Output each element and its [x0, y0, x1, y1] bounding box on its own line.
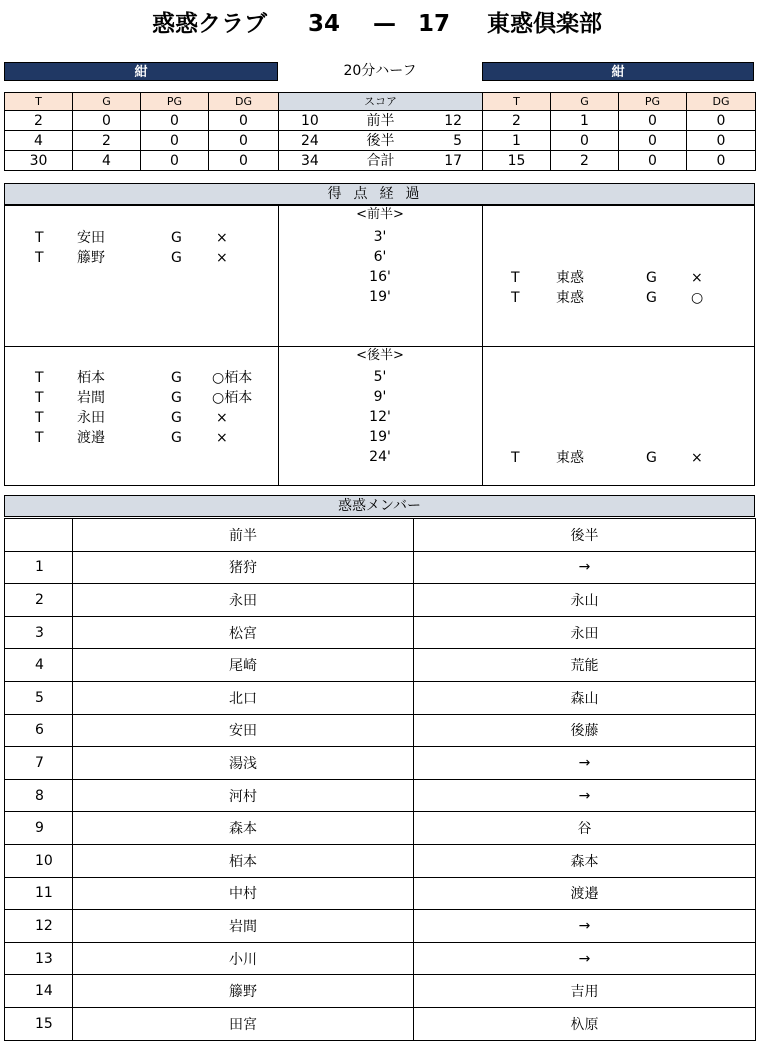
home-g: 0: [73, 111, 141, 131]
score-time: 5': [373, 369, 387, 385]
table-row: [5, 616, 756, 649]
away-g: 2: [551, 151, 619, 171]
second-half-player: 永山: [414, 584, 756, 617]
position-number: 5: [5, 681, 73, 714]
match-title: [0, 8, 760, 40]
home-g-header: G: [73, 93, 141, 111]
table-row: [5, 910, 756, 943]
table-row: [5, 649, 756, 682]
table-row: [5, 844, 756, 877]
first-half-player: 栢本: [73, 844, 414, 877]
members-header-row: [5, 519, 756, 552]
score-time: 3': [373, 229, 387, 245]
second-half-player: →: [414, 910, 756, 943]
table-row: [5, 812, 756, 845]
position-number: 11: [5, 877, 73, 910]
position-number: 10: [5, 844, 73, 877]
scoring-progress: [4, 205, 755, 486]
table-row: [5, 681, 756, 714]
second-half-player: →: [414, 942, 756, 975]
score-header-row: [5, 93, 756, 111]
away-t: 2: [483, 111, 551, 131]
first-half-player: 尾崎: [73, 649, 414, 682]
away-points: 5: [415, 131, 483, 151]
goal-label: G: [171, 230, 182, 246]
home-pg: 0: [141, 151, 209, 171]
away-pg: 0: [619, 131, 687, 151]
table-row: [5, 942, 756, 975]
score-type: T: [35, 430, 44, 446]
position-number: 1: [5, 551, 73, 584]
first-half-player: 小川: [73, 942, 414, 975]
scorer-name: 籐野: [77, 250, 105, 266]
away-jersey-color: 紺: [482, 62, 754, 81]
home-g: 4: [73, 151, 141, 171]
home-team-name: 惑惑クラブ: [152, 11, 267, 37]
period-label: 合計: [347, 151, 415, 171]
second-half-player: 谷: [414, 812, 756, 845]
second-half-player: 渡邉: [414, 877, 756, 910]
goal-label: G: [646, 290, 657, 306]
home-t: 4: [5, 131, 73, 151]
first-half-player: 中村: [73, 877, 414, 910]
scorer-name: 栢本: [77, 370, 105, 386]
home-points: 24: [279, 131, 347, 151]
first-half-player: 安田: [73, 714, 414, 747]
period-label: 前半: [347, 111, 415, 131]
away-points: 17: [415, 151, 483, 171]
first-half-player: 岩間: [73, 910, 414, 943]
home-g: 2: [73, 131, 141, 151]
home-t: 30: [5, 151, 73, 171]
home-score: 34: [308, 11, 341, 37]
goal-result: ○: [691, 290, 704, 306]
scorer-name: 東惑: [556, 450, 584, 466]
home-pg-header: PG: [141, 93, 209, 111]
home-dg: 0: [209, 131, 279, 151]
away-dg-header: DG: [687, 93, 756, 111]
home-points: 34: [279, 151, 347, 171]
away-g: 1: [551, 111, 619, 131]
first-half-player: 湯浅: [73, 747, 414, 780]
first-half-player: 永田: [73, 584, 414, 617]
score-type: T: [511, 290, 520, 306]
score-row-second-half: [5, 131, 756, 151]
away-t-header: T: [483, 93, 551, 111]
second-half-player: →: [414, 747, 756, 780]
goal-result: ×: [216, 410, 228, 426]
score-type: T: [35, 370, 44, 386]
position-number: 15: [5, 1007, 73, 1040]
goal-result: ×: [216, 230, 228, 246]
away-pg-header: PG: [619, 93, 687, 111]
second-half-player: 荒能: [414, 649, 756, 682]
away-team-name: 東惑倶楽部: [487, 11, 602, 37]
away-score: 17: [418, 11, 451, 37]
home-dg: 0: [209, 111, 279, 131]
score-row-total: [5, 151, 756, 171]
home-dg-header: DG: [209, 93, 279, 111]
score-type: T: [511, 450, 520, 466]
first-half-player: 河村: [73, 779, 414, 812]
first-half-player: 田宮: [73, 1007, 414, 1040]
home-dg: 0: [209, 151, 279, 171]
position-number: 2: [5, 584, 73, 617]
second-half-player: 森本: [414, 844, 756, 877]
scorer-name: 東惑: [556, 270, 584, 286]
goal-result: ○栢本: [212, 390, 253, 406]
first-half-header: 前半: [73, 519, 414, 552]
score-time: 24': [369, 449, 391, 465]
away-dg: 0: [687, 151, 756, 171]
away-t: 1: [483, 131, 551, 151]
score-table: [4, 92, 756, 171]
second-half-player: 吉用: [414, 975, 756, 1008]
score-row-first-half: [5, 111, 756, 131]
number-header: [5, 519, 73, 552]
home-pg: 0: [141, 111, 209, 131]
away-t: 15: [483, 151, 551, 171]
position-number: 8: [5, 779, 73, 812]
score-time: 16': [369, 269, 391, 285]
second-half-player: 杁原: [414, 1007, 756, 1040]
position-number: 14: [5, 975, 73, 1008]
score-time: 6': [373, 249, 387, 265]
scoring-progress-header: 得点経過: [4, 183, 755, 205]
scorer-name: 渡邉: [77, 430, 105, 446]
scorer-name: 安田: [77, 230, 105, 246]
home-t-header: T: [5, 93, 73, 111]
score-type: T: [35, 230, 44, 246]
home-points: 10: [279, 111, 347, 131]
table-row: [5, 877, 756, 910]
match-format: 20分ハーフ: [343, 63, 417, 79]
away-dg: 0: [687, 131, 756, 151]
score-separator: —: [373, 11, 396, 37]
table-row: [5, 551, 756, 584]
table-row: [5, 779, 756, 812]
position-number: 12: [5, 910, 73, 943]
first-half-player: 北口: [73, 681, 414, 714]
position-number: 7: [5, 747, 73, 780]
goal-result: ×: [691, 270, 703, 286]
goal-label: G: [646, 270, 657, 286]
goal-label: G: [171, 250, 182, 266]
home-t: 2: [5, 111, 73, 131]
away-g-header: G: [551, 93, 619, 111]
members-table: [4, 518, 756, 1041]
table-row: [5, 747, 756, 780]
score-type: T: [511, 270, 520, 286]
first-half-player: 松宮: [73, 616, 414, 649]
score-time: 12': [369, 409, 391, 425]
home-pg: 0: [141, 131, 209, 151]
home-jersey-color: 紺: [4, 62, 278, 81]
score-time: 19': [369, 289, 391, 305]
period-label: 後半: [347, 131, 415, 151]
table-row: [5, 584, 756, 617]
second-half-header: 後半: [414, 519, 756, 552]
table-row: [5, 975, 756, 1008]
score-type: T: [35, 390, 44, 406]
away-pg: 0: [619, 111, 687, 131]
score-header: スコア: [279, 93, 483, 111]
scorer-name: 岩間: [77, 390, 105, 406]
second-half-player: →: [414, 779, 756, 812]
position-number: 13: [5, 942, 73, 975]
goal-result: ○栢本: [212, 370, 253, 386]
position-number: 9: [5, 812, 73, 845]
goal-result: ×: [691, 450, 703, 466]
goal-result: ×: [216, 250, 228, 266]
second-half-player: 後藤: [414, 714, 756, 747]
goal-result: ×: [216, 430, 228, 446]
members-header: 惑惑メンバー: [4, 495, 755, 517]
score-time: 19': [369, 429, 391, 445]
away-points: 12: [415, 111, 483, 131]
goal-label: G: [171, 390, 182, 406]
second-half-player: 森山: [414, 681, 756, 714]
second-half-label: <後半>: [356, 348, 404, 363]
scorer-name: 東惑: [556, 290, 584, 306]
away-pg: 0: [619, 151, 687, 171]
away-dg: 0: [687, 111, 756, 131]
position-number: 3: [5, 616, 73, 649]
position-number: 6: [5, 714, 73, 747]
first-half-label: <前半>: [356, 207, 404, 222]
goal-label: G: [171, 410, 182, 426]
away-g: 0: [551, 131, 619, 151]
table-row: [5, 1007, 756, 1040]
first-half-player: 籐野: [73, 975, 414, 1008]
second-half-player: →: [414, 551, 756, 584]
goal-label: G: [646, 450, 657, 466]
score-time: 9': [373, 389, 387, 405]
scorer-name: 永田: [77, 410, 105, 426]
position-number: 4: [5, 649, 73, 682]
second-half-player: 永田: [414, 616, 756, 649]
table-row: [5, 714, 756, 747]
first-half-player: 森本: [73, 812, 414, 845]
goal-label: G: [171, 430, 182, 446]
score-type: T: [35, 410, 44, 426]
goal-label: G: [171, 370, 182, 386]
first-half-player: 猪狩: [73, 551, 414, 584]
score-type: T: [35, 250, 44, 266]
